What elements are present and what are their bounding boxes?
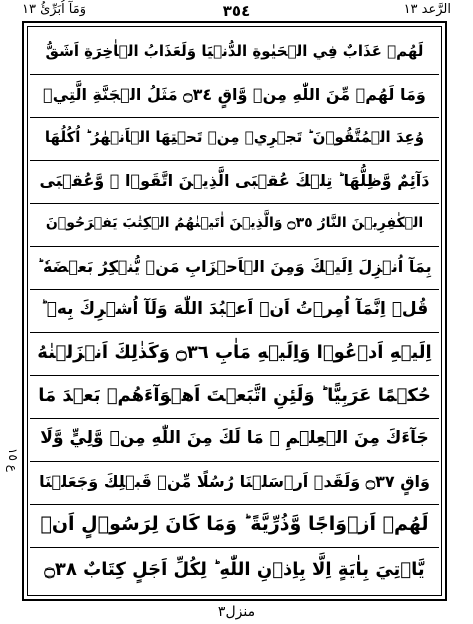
line-text: وَمَا لَهُمۡ مِّنَ اللّٰهِ مِنۡ وَّاقٍ ۝٣٤ مَثَلُ الۡجَنَّةِ الَّتِيۡ [43, 84, 426, 104]
line-text: الۡكٰفِرِيۡنَ النَّارُ ۝٣٥ وَالَّذِيۡنَ اٰتَيۡنٰهُمُ الۡكِتٰبَ يَفۡرَحُوۡنَ [45, 215, 424, 231]
line-text: حُكۡمًا عَرَبِيًّا ؕ وَلَئِنِ اتَّبَعۡتَ اَهۡوَآءَهُمۡ بَعۡدَ مَا [38, 384, 431, 406]
line-text: لَهُمۡ اَزۡوَاجًا وَّذُرِّيَّةً ؕ وَمَا كَانَ لِرَسُوۡلٍ اَنۡ [40, 513, 429, 535]
line-text: بِمَآ اُنۡزِلَ اِلَيۡكَ وَمِنَ الۡاَحۡزَابِ مَنۡ يُّنۡكِرُ بَعۡضَهٗ ؕ [37, 256, 432, 276]
line-text: اِلَيۡهِ اَدۡعُوۡا وَاِلَيۡهِ مَاٰبِ ۝٣٦ وَكَذٰلِكَ اَنۡزَلۡنٰهُ [37, 341, 432, 363]
text-line [30, 458, 439, 505]
para-name: وَمَآ اُبَرِّئُ ١٣ [22, 2, 87, 17]
line-text: دَآئِمٌ وَّظِلُّهَا ؕ تِلۡكَ عُقۡبَى الَّذِيۡنَ اتَّقَوۡا ۖ وَّعُقۡبَى [39, 170, 430, 190]
text-line [30, 544, 439, 594]
text-line [30, 329, 439, 376]
text-line [30, 157, 439, 204]
line-text: قُلۡ اِنَّمَآ اُمِرۡتُ اَنۡ اَعۡبُدَ اللّٰهَ وَلَآ اُشۡرِكَ بِهٖ ؕ [40, 299, 429, 319]
ruku-marker: ع ١٥ [6, 448, 20, 472]
line-text: يَّاۡتِيَ بِاٰيَةٍ اِلَّا بِاِذۡنِ اللّٰهِ ؕ لِكُلِّ اَجَلٍ كِتَابٌ ۝٣٨ [44, 558, 425, 580]
text-line [30, 28, 439, 75]
surah-name: الرَّعد ١٣ [403, 2, 451, 17]
line-text: جَآءَكَ مِنَ الۡعِلۡمِ ۙ مَا لَكَ مِنَ اللّٰهِ مِنۡ وَّلِيٍّ وَّلَا [40, 428, 429, 448]
quran-text-block [30, 28, 439, 594]
page-number: ٣٥٤ [222, 2, 251, 20]
line-text: وُعِدَ الۡمُتَّقُوۡنَ ؕ تَجۡرِيۡ مِنۡ تَحۡتِهَا الۡاَنۡهٰرُ ؕ اُكُلُهَا [44, 128, 425, 146]
manzil-label: منزل٣ [217, 604, 256, 620]
line-text: وَاقٍ ۝٣٧ وَلَقَدۡ اَرۡسَلۡنَا رُسُلًا مِّنۡ قَبۡلِكَ وَجَعَلۡنَا [39, 471, 430, 491]
text-line [30, 71, 439, 118]
text-line [30, 200, 439, 247]
text-line [30, 501, 439, 548]
text-line [30, 114, 439, 161]
page-header [22, 2, 451, 20]
text-line [30, 286, 439, 333]
text-line [30, 372, 439, 419]
text-line [30, 243, 439, 290]
line-text: لَهُمۡ عَذَابٌ فِي الۡحَيٰوةِ الدُّنۡيَا وَلَعَذَابُ الۡاٰخِرَةِ اَشَقُّ [45, 42, 424, 60]
text-line [30, 415, 439, 462]
